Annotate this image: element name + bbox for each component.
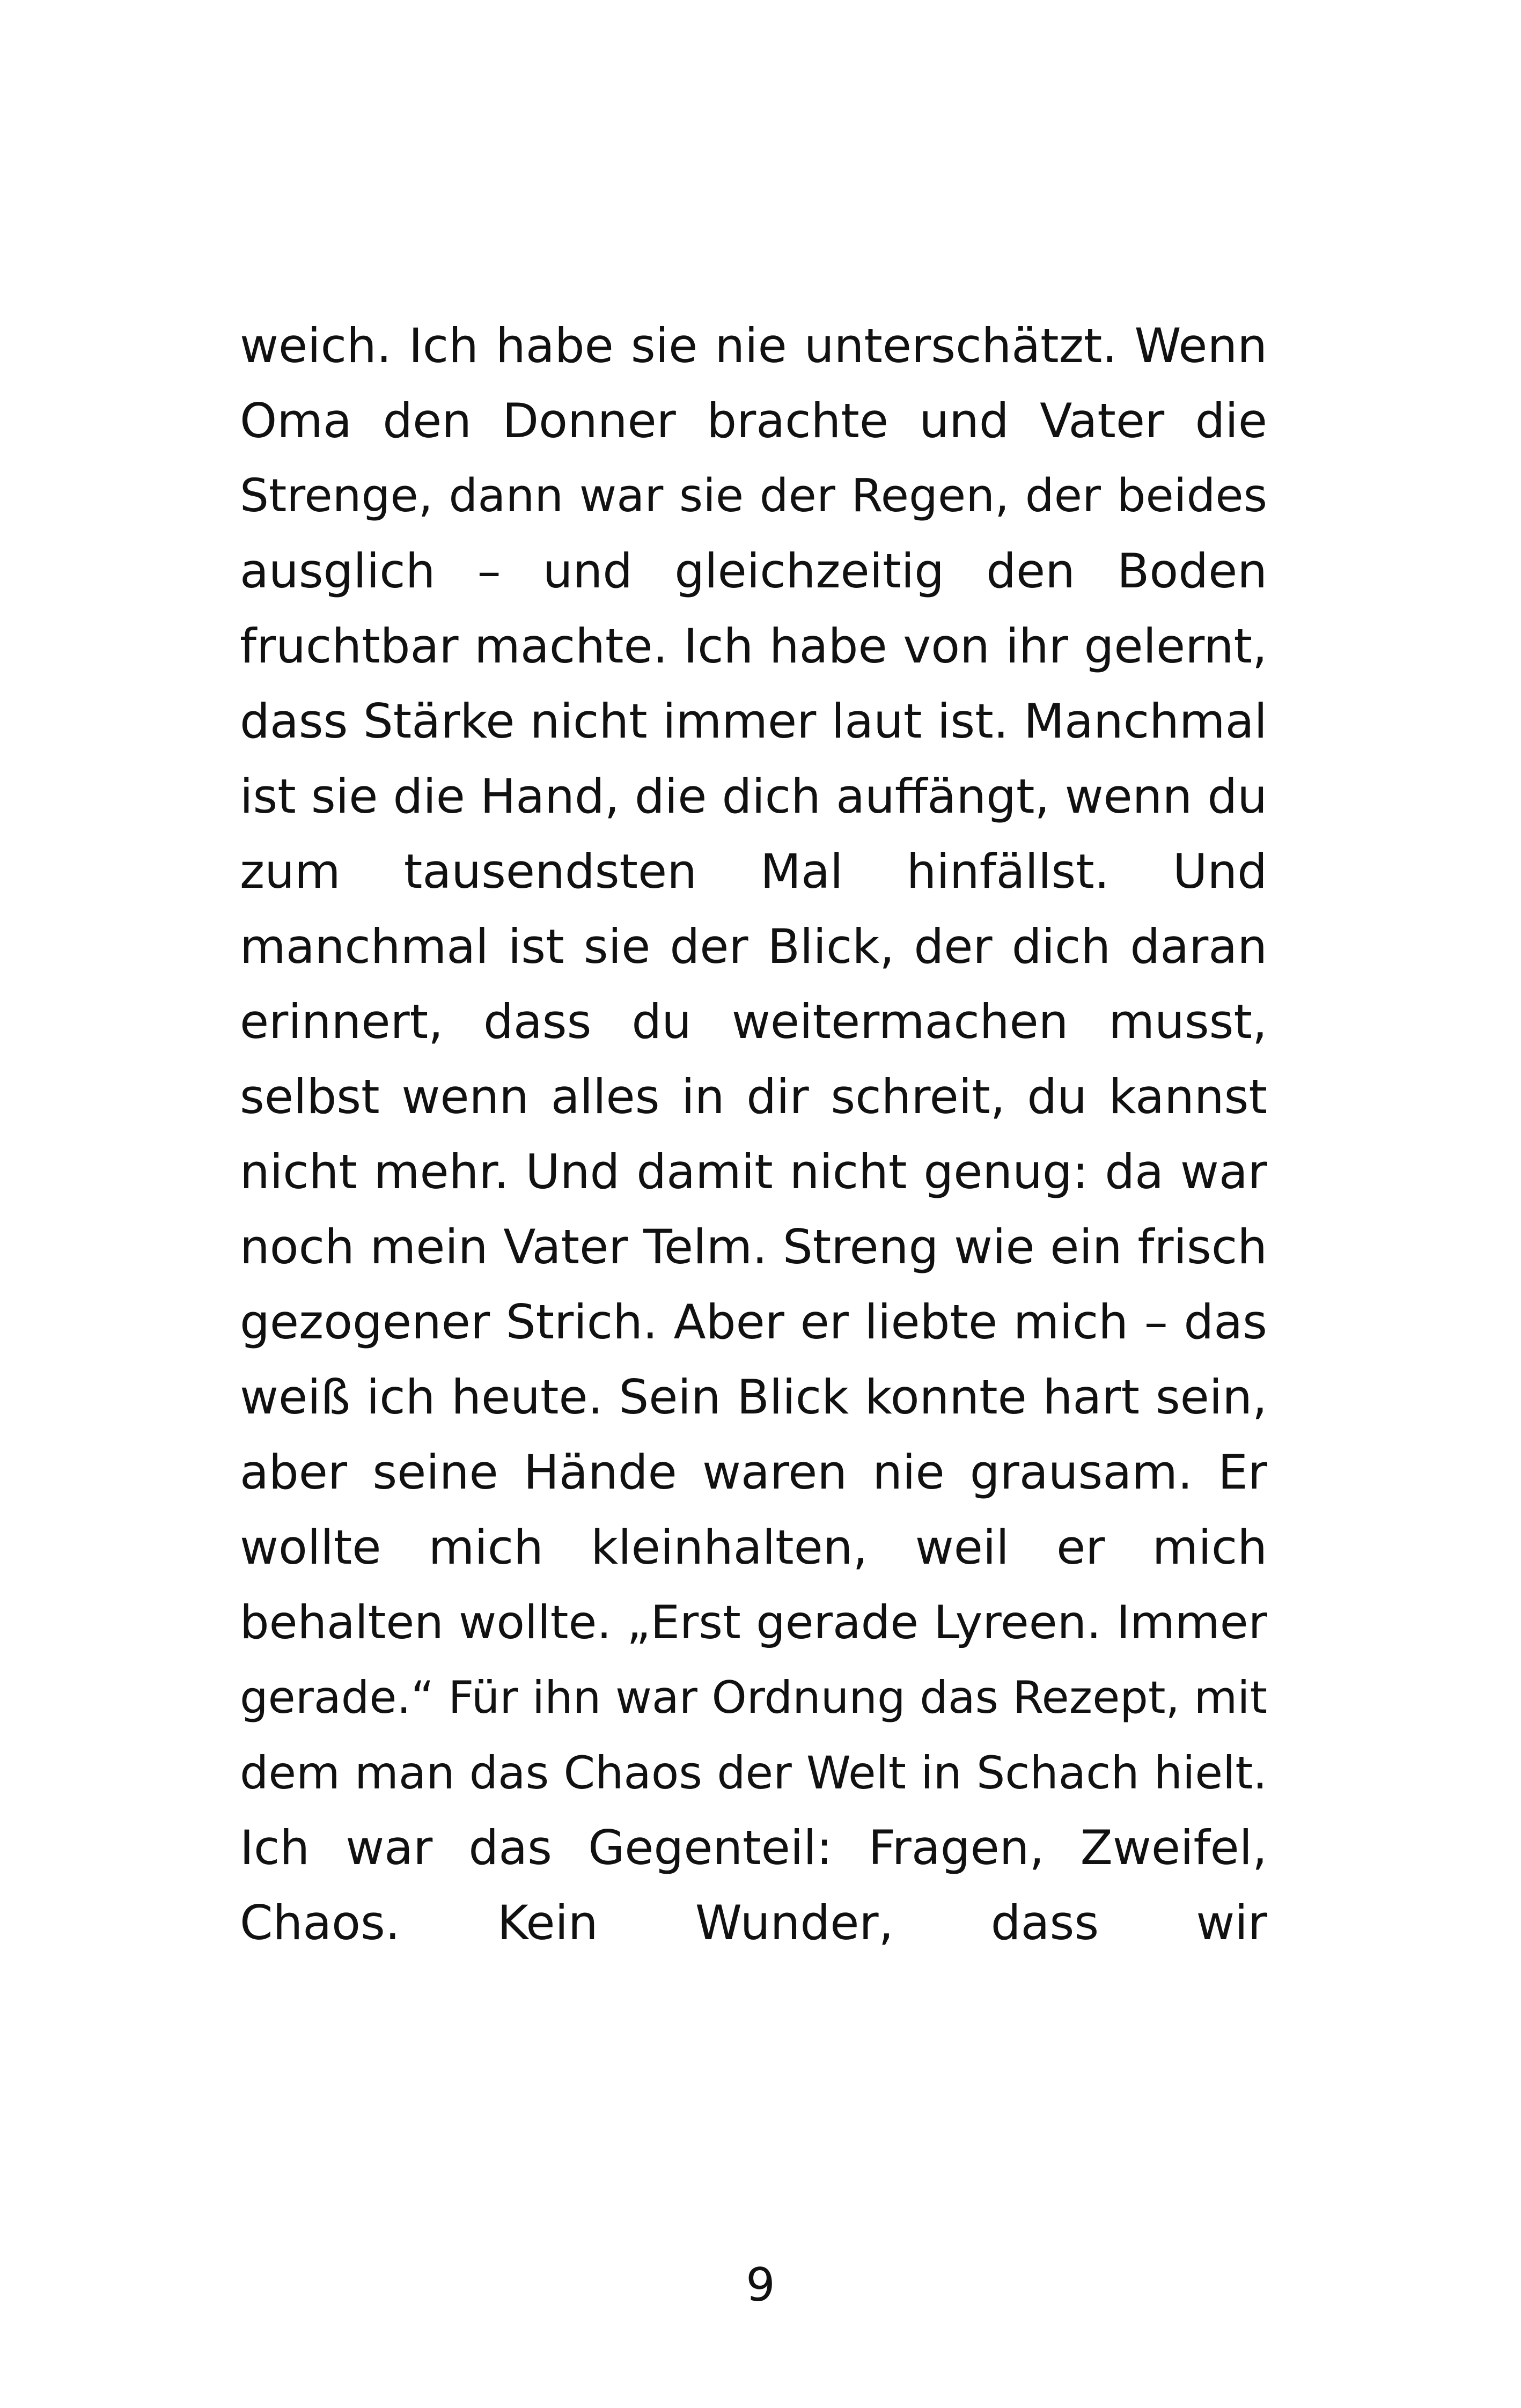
text-line: wollte mich kleinhalten, weil er mich [240, 1520, 1267, 1575]
text-line: erinnert, dass du weitermachen musst, [240, 994, 1267, 1049]
text-line: nicht mehr. Und damit nicht genug: da war [240, 1144, 1267, 1199]
body-text [240, 308, 1267, 1961]
text-line: fruchtbar machte. Ich habe von ihr gelernt, [240, 618, 1267, 674]
text-line: dem man das Chaos der Welt in Schach hielt. [240, 1747, 1267, 1799]
text-line: zum tausendsten Mal hinfällst. Und [240, 844, 1267, 899]
text-line: Strenge, dann war sie der Regen, der beides [240, 469, 1267, 522]
text-line: gerade.“ Für ihn war Ordnung das Rezept, mit [240, 1671, 1267, 1724]
text-line: Chaos. Kein Wunder, dass wir [240, 1895, 1267, 1950]
text-line: ausglich – und gleichzeitig den Boden [240, 543, 1267, 599]
text-line: behalten wollte. „Erst gerade Lyreen. Immer [240, 1596, 1267, 1649]
text-line: noch mein Vater Telm. Streng wie ein frisch [240, 1219, 1267, 1275]
text-line: Oma den Donner brachte und Vater die [240, 393, 1267, 448]
text-line: weich. Ich habe sie nie unterschätzt. Wenn [240, 318, 1267, 373]
text-line: Ich war das Gegenteil: Fragen, Zweifel, [240, 1820, 1267, 1875]
text-line: dass Stärke nicht immer laut ist. Manchmal [240, 694, 1267, 749]
text-line: manchmal ist sie der Blick, der dich daran [240, 919, 1267, 974]
text-line: selbst wenn alles in dir schreit, du kannst [240, 1069, 1267, 1124]
text-line: gezogener Strich. Aber er liebte mich – das [240, 1294, 1267, 1350]
text-line: ist sie die Hand, die dich auffängt, wenn du [240, 769, 1267, 824]
page-number: 9 [746, 2258, 775, 2312]
text-line: aber seine Hände waren nie grausam. Er [240, 1445, 1267, 1500]
text-line: weiß ich heute. Sein Blick konnte hart sein, [240, 1369, 1267, 1425]
